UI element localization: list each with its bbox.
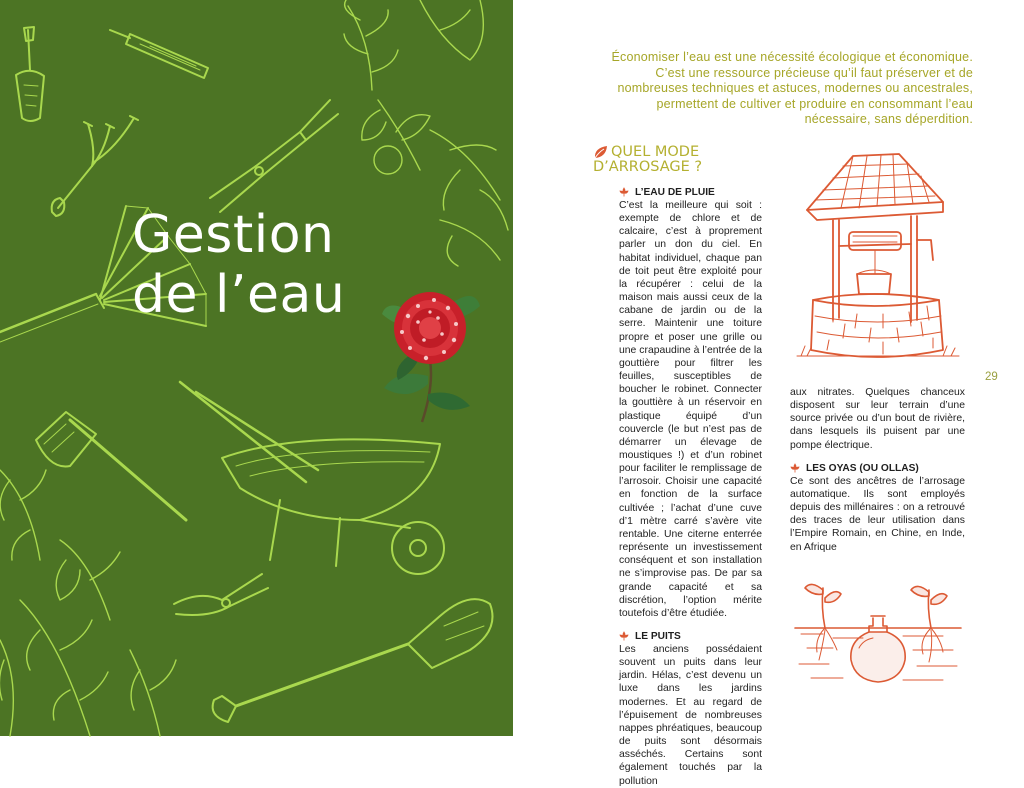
section-heading [593,145,702,175]
intro-paragraph: Économiser l’eau est une nécessité écologique et économique. C’est une ressource précieuse qu’il faut préserver et de nombreuses techniques et astuces, modernes ou ancestrales, permettent de cultiver et produire en consommant l’eau nécessaire, sans déperdition. [611,50,973,126]
chapter-title-line2: de l’eau [132,265,346,325]
chapter-title [132,205,345,325]
trowel-drawing [16,27,44,121]
paragraph-oyas: Ce sont des ancêtres de l’arrosage automatique. Ils sont employés depuis des millénaires : on a retrouvé des traces de leur utilisation dans l’Empire Romain, en Chine, en Inde, en Afrique [790,475,965,553]
subsection-heading-oyas [790,462,965,475]
text-column-1 [619,186,762,788]
chapter-title-line1: Gestion [132,205,335,265]
fleuron-mark-icon [619,631,629,641]
well-illustration [793,150,963,365]
axe-drawing [36,412,186,520]
subsection-heading-well-text: LE PUITS [635,631,681,642]
subsection-heading-well [619,630,762,643]
leaf-icon [593,145,608,159]
oya-illustration [793,578,963,690]
section-heading-line2: D’ARROSAGE ? [593,159,703,175]
text-column-2 [790,386,965,554]
fleuron-mark-icon [790,463,800,473]
camellia-flower [378,276,482,426]
right-page [513,0,1024,787]
spade-drawing [213,599,493,722]
paragraph-well-part2: aux nitrates. Quelques chanceux disposent sur leur terrain d’une source privée ou d’un bout de rivière, dans lesquels ils puisent par une pompe électrique. [790,387,965,451]
fleuron-mark-icon [619,187,629,197]
subsection-heading-rainwater-text: L’EAU DE PLUIE [635,187,715,198]
file-tool-drawing [110,30,208,78]
hand-fork-drawing [52,116,138,216]
paragraph-rainwater: C’est la meilleure qui soit : exempte de chlore et de calcaire, c’est à proprement parler un don du ciel. En habitat individuel, chaque pan de toit peut être exploité pour la récupérer : celui de la maison mais aussi ceux de la cabane de jardin ou de la serre. Maintenir une toiture propre et poser une grille ou une crapaudine à l’entrée de la gouttière pour filtrer les feuilles, susceptibles de boucher le robinet. Connecter la gouttière à un réservoir en plastique équipé d’un couvercle (le but n’est pas de démarrer un élevage de moustiques !) et d’un robinet pour faciliter le remplissage de l’arrosoir. Choisir une capacité en fonction de la surface cultivée ; l’achat d’une cuve d’1 mètre carré s’avère vite rentable. Une citerne enterrée représente un investissement conséquent et son installation ne s’improvise pas. De par sa grande capacité et sa discrétion, l’option mérite toutefois d’être étudiée. [619,200,762,619]
shears-drawing [210,100,338,212]
secateurs-drawing [174,574,268,615]
section-heading-line1: QUEL MODE [611,144,700,160]
subsection-heading-oyas-text: LES OYAS (OU OLLAS) [806,462,919,474]
subsection-heading-rainwater [619,186,762,199]
paragraph-well-part1: Les anciens possédaient souvent un puits dans leur jardin. Hélas, c’est devenu un luxe dans les jardins modernes. Et au regard de l’épuisement de nombreuses nappes phréatiques, beaucoup de puits sont désormais asséchés. Certains sont également touchés par la pollution [619,644,762,787]
page-number: 29 [985,371,998,383]
